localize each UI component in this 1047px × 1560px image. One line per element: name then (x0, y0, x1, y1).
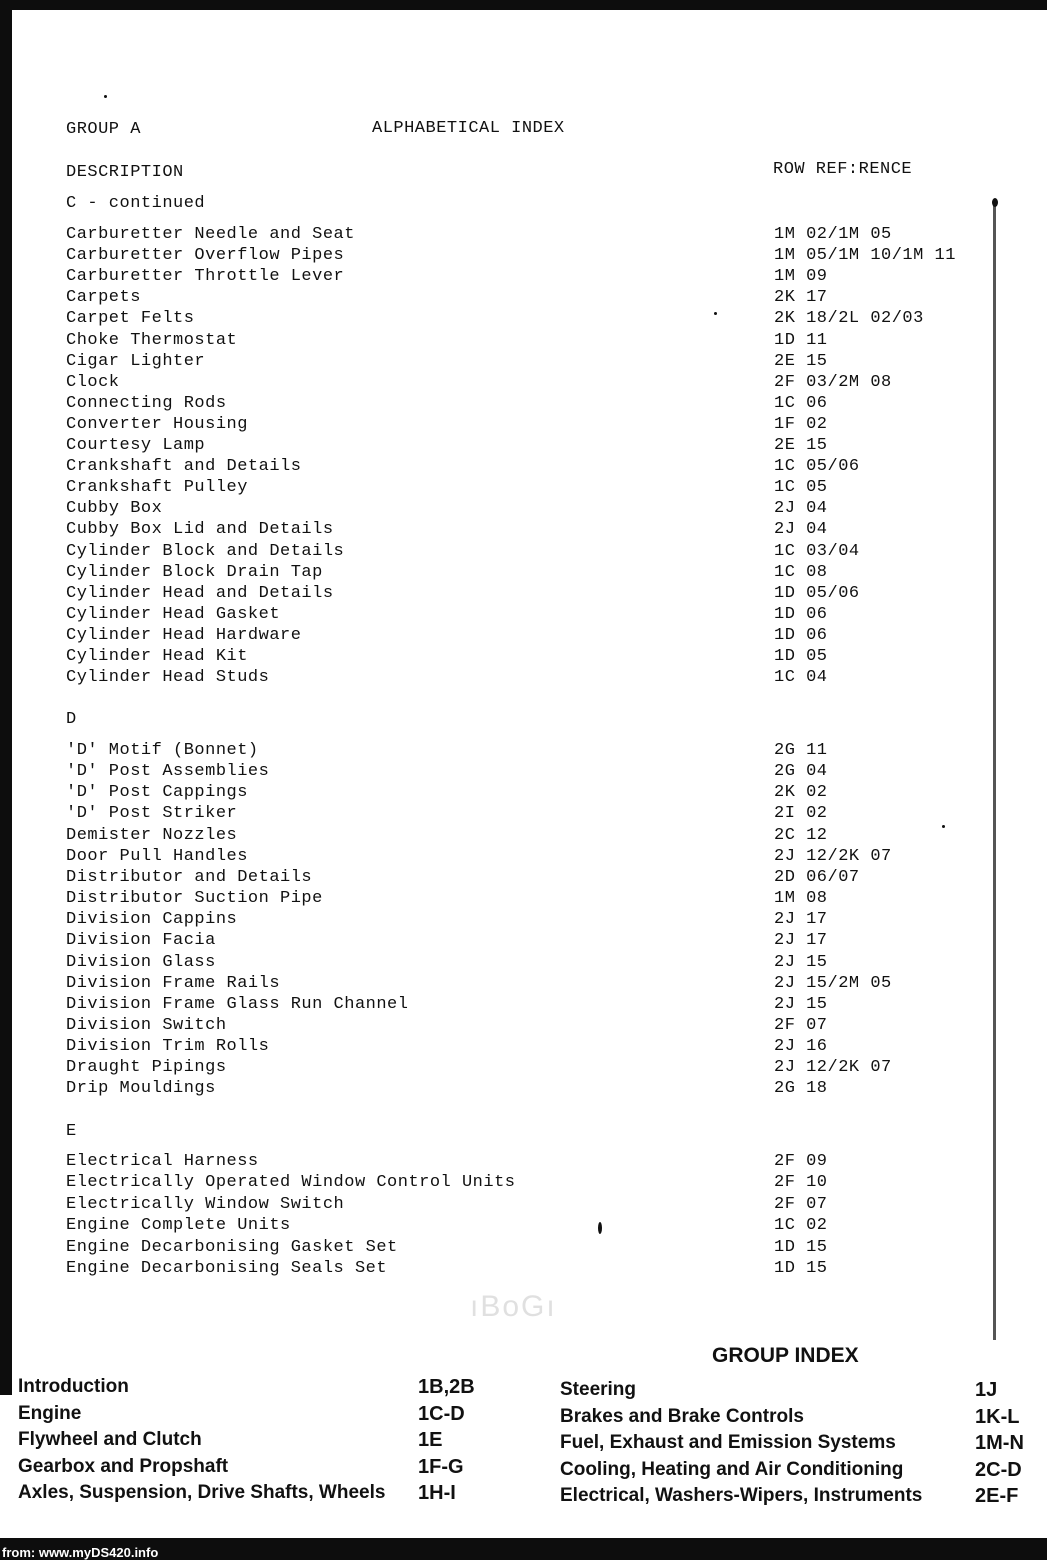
index-reference: 1C 04 (774, 668, 828, 688)
index-description: Division Trim Rolls (66, 1037, 270, 1057)
group-index-code: 1M-N (975, 1432, 1024, 1454)
index-description: Courtesy Lamp (66, 436, 206, 455)
index-description: Electrical Harness (66, 1152, 259, 1171)
index-description: 'D' Post Assemblies (66, 762, 270, 782)
group-index-code: 1F-G (418, 1455, 464, 1478)
index-reference: 2E 15 (774, 436, 828, 455)
index-row (0, 309, 1000, 330)
index-reference: 1D 15 (774, 1237, 828, 1257)
index-row (0, 1152, 1000, 1173)
index-reference: 2J 04 (774, 520, 828, 540)
index-reference: 2J 17 (774, 931, 828, 951)
index-description: Choke Thermostat (66, 330, 238, 350)
index-description: Cubby Box (66, 499, 163, 519)
index-reference: 2J 17 (774, 910, 828, 930)
index-reference: 2J 04 (774, 499, 828, 519)
index-row (0, 499, 1000, 520)
index-reference: 1M 09 (774, 267, 828, 287)
index-row (0, 995, 1000, 1016)
index-description: Carburetter Needle and Seat (66, 225, 355, 244)
index-row (0, 1195, 1000, 1216)
index-description: 'D' Motif (Bonnet) (66, 741, 259, 760)
index-row (0, 1173, 1000, 1194)
index-reference: 1C 08 (774, 562, 828, 582)
continued-note: C - continued (66, 194, 206, 213)
index-description: Division Facia (66, 931, 216, 951)
group-index-code: 1C-D (418, 1402, 465, 1425)
index-row (0, 1216, 1000, 1237)
index-description: Carburetter Throttle Lever (66, 267, 345, 287)
index-reference: 2I 02 (774, 804, 828, 824)
index-description: Division Switch (66, 1015, 227, 1035)
index-reference: 1F 02 (774, 414, 828, 434)
section-d-heading: D (66, 710, 77, 729)
index-row (0, 225, 1000, 246)
index-reference: 1D 11 (774, 330, 828, 350)
top-border (0, 0, 1047, 10)
index-description: Crankshaft and Details (66, 457, 302, 477)
index-reference: 2G 11 (774, 741, 828, 760)
group-index-code: 1K-L (975, 1405, 1020, 1428)
group-index-label: Engine (18, 1402, 82, 1424)
index-reference: 1D 05 (774, 647, 828, 666)
index-reference: 1C 06 (774, 393, 828, 413)
index-reference: 2C 12 (774, 825, 828, 845)
index-description: Division Frame Rails (66, 973, 281, 993)
index-reference: 2E 15 (774, 351, 828, 371)
group-index-label: Flywheel and Clutch (18, 1429, 202, 1450)
index-row (0, 847, 1000, 868)
index-description: Division Frame Glass Run Channel (66, 994, 409, 1014)
index-description: Cylinder Head Hardware (66, 625, 302, 645)
index-row (0, 931, 1000, 952)
column-header-reference: ROW REF:RENCE (773, 160, 913, 179)
index-reference: 2G 18 (774, 1079, 828, 1099)
index-description: Clock (66, 372, 120, 392)
index-description: Engine Complete Units (66, 1216, 291, 1236)
index-reference: 2F 10 (774, 1173, 828, 1193)
speck (104, 95, 107, 98)
index-description: Carpets (66, 288, 141, 308)
group-label: GROUP A (66, 120, 141, 139)
index-description: Engine Decarbonising Seals Set (66, 1259, 388, 1278)
index-description: Cylinder Head Gasket (66, 604, 281, 624)
index-row (0, 415, 1000, 436)
index-row (0, 647, 1000, 668)
index-row (0, 1058, 1000, 1079)
index-description: Connecting Rods (66, 393, 227, 413)
index-reference: 2D 06/07 (774, 867, 860, 887)
section-e-heading: E (66, 1122, 77, 1141)
group-index-code: 1E (418, 1429, 443, 1451)
index-description: Cylinder Block Drain Tap (66, 562, 323, 582)
index-row (0, 394, 1000, 415)
group-index-label: Brakes and Brake Controls (560, 1405, 804, 1427)
source-url: from: www.myDS420.info (2, 1545, 159, 1560)
group-index-label: Axles, Suspension, Drive Shafts, Wheels (18, 1482, 386, 1503)
group-index-label: Fuel, Exhaust and Emission Systems (560, 1432, 896, 1453)
index-row (0, 626, 1000, 647)
index-row (0, 246, 1000, 267)
index-row (0, 910, 1000, 931)
index-row (0, 436, 1000, 457)
handwritten-smudge-mark: ıBoGı (470, 1290, 557, 1323)
index-reference: 1M 05/1M 10/1M 11 (774, 246, 956, 266)
index-row (0, 868, 1000, 889)
group-index-label: Gearbox and Propshaft (18, 1455, 229, 1477)
index-reference: 1D 05/06 (774, 583, 860, 603)
index-reference: 2J 12/2K 07 (774, 846, 892, 866)
index-description: Drip Mouldings (66, 1079, 216, 1099)
index-row (0, 457, 1000, 478)
index-description: Crankshaft Pulley (66, 478, 248, 498)
group-index-label: Electrical, Washers-Wipers, Instruments (560, 1485, 923, 1506)
index-row (0, 668, 1000, 689)
group-index-code: 1H-I (418, 1482, 456, 1504)
index-row (0, 889, 1000, 910)
index-description: Cubby Box Lid and Details (66, 520, 334, 540)
index-reference: 1C 05/06 (774, 457, 860, 477)
index-description: Electrically Window Switch (66, 1194, 345, 1214)
index-reference: 2J 15 (774, 952, 828, 972)
index-description: Cylinder Head Studs (66, 668, 270, 688)
group-index-code: 2E-F (975, 1485, 1019, 1507)
index-row (0, 331, 1000, 352)
index-reference: 1C 02 (774, 1216, 828, 1236)
index-row (0, 804, 1000, 825)
index-row (0, 974, 1000, 995)
group-index-label: Steering (560, 1379, 637, 1400)
index-row (0, 542, 1000, 563)
index-row (0, 762, 1000, 783)
index-reference: 2J 16 (774, 1037, 828, 1057)
index-row (0, 1079, 1000, 1100)
index-reference: 1C 05 (774, 478, 828, 498)
index-reference: 1C 03/04 (774, 541, 860, 561)
index-row (0, 267, 1000, 288)
group-index-label: Introduction (18, 1376, 129, 1397)
index-reference: 1D 06 (774, 625, 828, 645)
index-row (0, 478, 1000, 499)
index-reference: 2F 07 (774, 1015, 828, 1035)
index-reference: 2J 12/2K 07 (774, 1058, 892, 1078)
index-description: Electrically Operated Window Control Units (66, 1173, 516, 1193)
index-row (0, 1016, 1000, 1037)
index-description: Carburetter Overflow Pipes (66, 246, 345, 266)
column-header-description: DESCRIPTION (66, 163, 184, 182)
speck (992, 198, 998, 207)
index-description: Demister Nozzles (66, 825, 238, 845)
index-reference: 2F 09 (774, 1152, 828, 1171)
index-description: Division Cappins (66, 910, 238, 930)
index-reference: 1M 02/1M 05 (774, 225, 892, 244)
index-description: Draught Pipings (66, 1058, 227, 1078)
index-row (0, 605, 1000, 626)
index-description: Distributor and Details (66, 867, 313, 887)
index-description: 'D' Post Striker (66, 804, 238, 824)
index-description: Converter Housing (66, 414, 248, 434)
index-row (0, 563, 1000, 584)
index-description: Division Glass (66, 952, 216, 972)
index-description: Distributor Suction Pipe (66, 889, 323, 909)
index-row (0, 1238, 1000, 1259)
index-reference: 2J 15/2M 05 (774, 973, 892, 993)
page-title: ALPHABETICAL INDEX (372, 119, 565, 138)
index-reference: 2K 17 (774, 288, 828, 308)
index-reference: 2K 02 (774, 783, 828, 803)
group-index-label: Cooling, Heating and Air Conditioning (560, 1458, 904, 1480)
index-row (0, 1259, 1000, 1280)
index-description: Cylinder Block and Details (66, 541, 345, 561)
index-description: Cigar Lighter (66, 351, 206, 371)
index-description: Cylinder Head Kit (66, 647, 248, 666)
index-reference: 2G 04 (774, 762, 828, 782)
index-row (0, 584, 1000, 605)
group-index-code: 2C-D (975, 1458, 1022, 1481)
group-index-code: 1J (975, 1379, 998, 1401)
index-reference: 1D 06 (774, 604, 828, 624)
index-row (0, 373, 1000, 394)
index-reference: 2F 03/2M 08 (774, 372, 892, 392)
index-reference: 2F 07 (774, 1194, 828, 1214)
index-description: Door Pull Handles (66, 846, 248, 866)
group-index-code: 1B,2B (418, 1376, 475, 1398)
index-description: Engine Decarbonising Gasket Set (66, 1237, 398, 1257)
index-reference: 1D 15 (774, 1259, 828, 1278)
index-row (0, 826, 1000, 847)
index-description: Cylinder Head and Details (66, 583, 334, 603)
index-reference: 2K 18/2L 02/03 (774, 309, 924, 329)
group-index-title: GROUP INDEX (712, 1344, 859, 1367)
index-row (0, 1037, 1000, 1058)
index-row (0, 288, 1000, 309)
index-reference: 2J 15 (774, 994, 828, 1014)
index-description: Carpet Felts (66, 309, 195, 329)
index-row (0, 520, 1000, 541)
index-row (0, 783, 1000, 804)
index-description: 'D' Post Cappings (66, 783, 248, 803)
index-row (0, 741, 1000, 762)
index-row (0, 953, 1000, 974)
index-row (0, 352, 1000, 373)
index-reference: 1M 08 (774, 889, 828, 909)
